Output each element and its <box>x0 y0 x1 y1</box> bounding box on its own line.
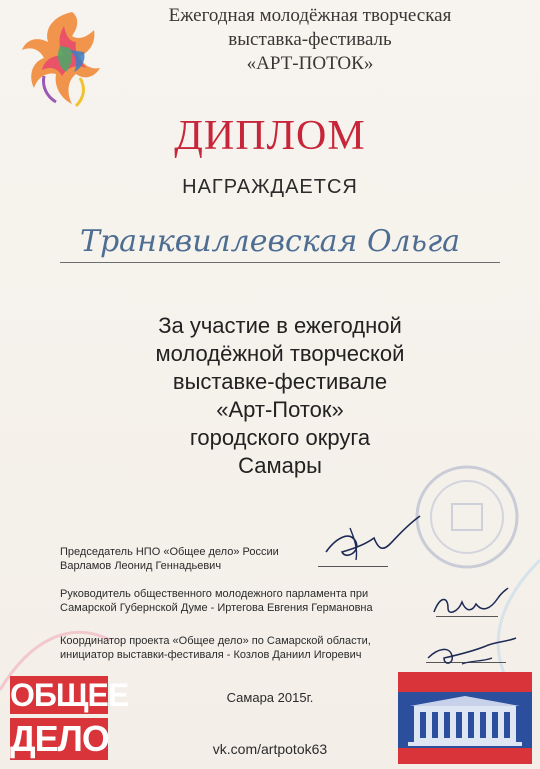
signatory-2-title: Руководитель общественного молодежного парламента при <box>60 588 369 600</box>
parliament-building-icon <box>398 672 532 764</box>
signatory-1 <box>60 545 279 573</box>
signatory-2-name: Самарской Губернской Думе - Иртегова Евгения Германовна <box>60 602 373 614</box>
awarded-label: НАГРАЖДАЕТСЯ <box>182 176 358 198</box>
reason-line: выставке-фестивале <box>172 369 388 394</box>
reason-line: Самары <box>238 453 322 478</box>
website-link[interactable]: vk.com/artpotok63 <box>212 741 328 757</box>
signature-icon <box>422 628 522 674</box>
signatory-3 <box>60 634 371 662</box>
header-line-2: выставка-фестиваль <box>228 29 392 50</box>
award-reason <box>100 312 460 480</box>
reason-line: За участие в ежегодной <box>158 313 402 338</box>
recipient-underline <box>60 262 500 263</box>
signature-icon <box>316 508 426 572</box>
reason-line: городского округа <box>189 425 371 450</box>
logo-top-text: ОБЩЕЕ <box>10 677 129 713</box>
recipient-name: Транквиллевская Ольга <box>79 224 461 259</box>
signatory-2 <box>60 587 373 615</box>
signatory-1-title: Председатель НПО «Общее дело» России <box>60 546 279 558</box>
place-and-year: Самара 2015г. <box>226 690 314 705</box>
obshchee-delo-logo <box>6 676 129 762</box>
signatory-3-name: инициатор выставки-фестиваля - Козлов Даниил Игоревич <box>60 649 362 661</box>
header-line-3: «АРТ-ПОТОК» <box>246 53 374 74</box>
diploma-title: ДИПЛОМ <box>174 113 366 159</box>
signatory-3-title: Координатор проекта «Общее дело» по Самарской области, <box>60 635 371 647</box>
reason-line: молодёжной творческой <box>155 341 405 366</box>
header-line-1: Ежегодная молодёжная творческая <box>168 5 452 26</box>
signature-icon <box>428 582 512 628</box>
phoenix-logo-icon <box>14 6 102 110</box>
reason-line: «Арт-Поток» <box>216 397 344 422</box>
stamp-icon <box>412 462 522 572</box>
signatory-1-name: Варламов Леонид Геннадьевич <box>60 560 222 572</box>
logo-bottom-text: ДЕЛО <box>10 718 109 759</box>
event-header <box>100 4 520 76</box>
